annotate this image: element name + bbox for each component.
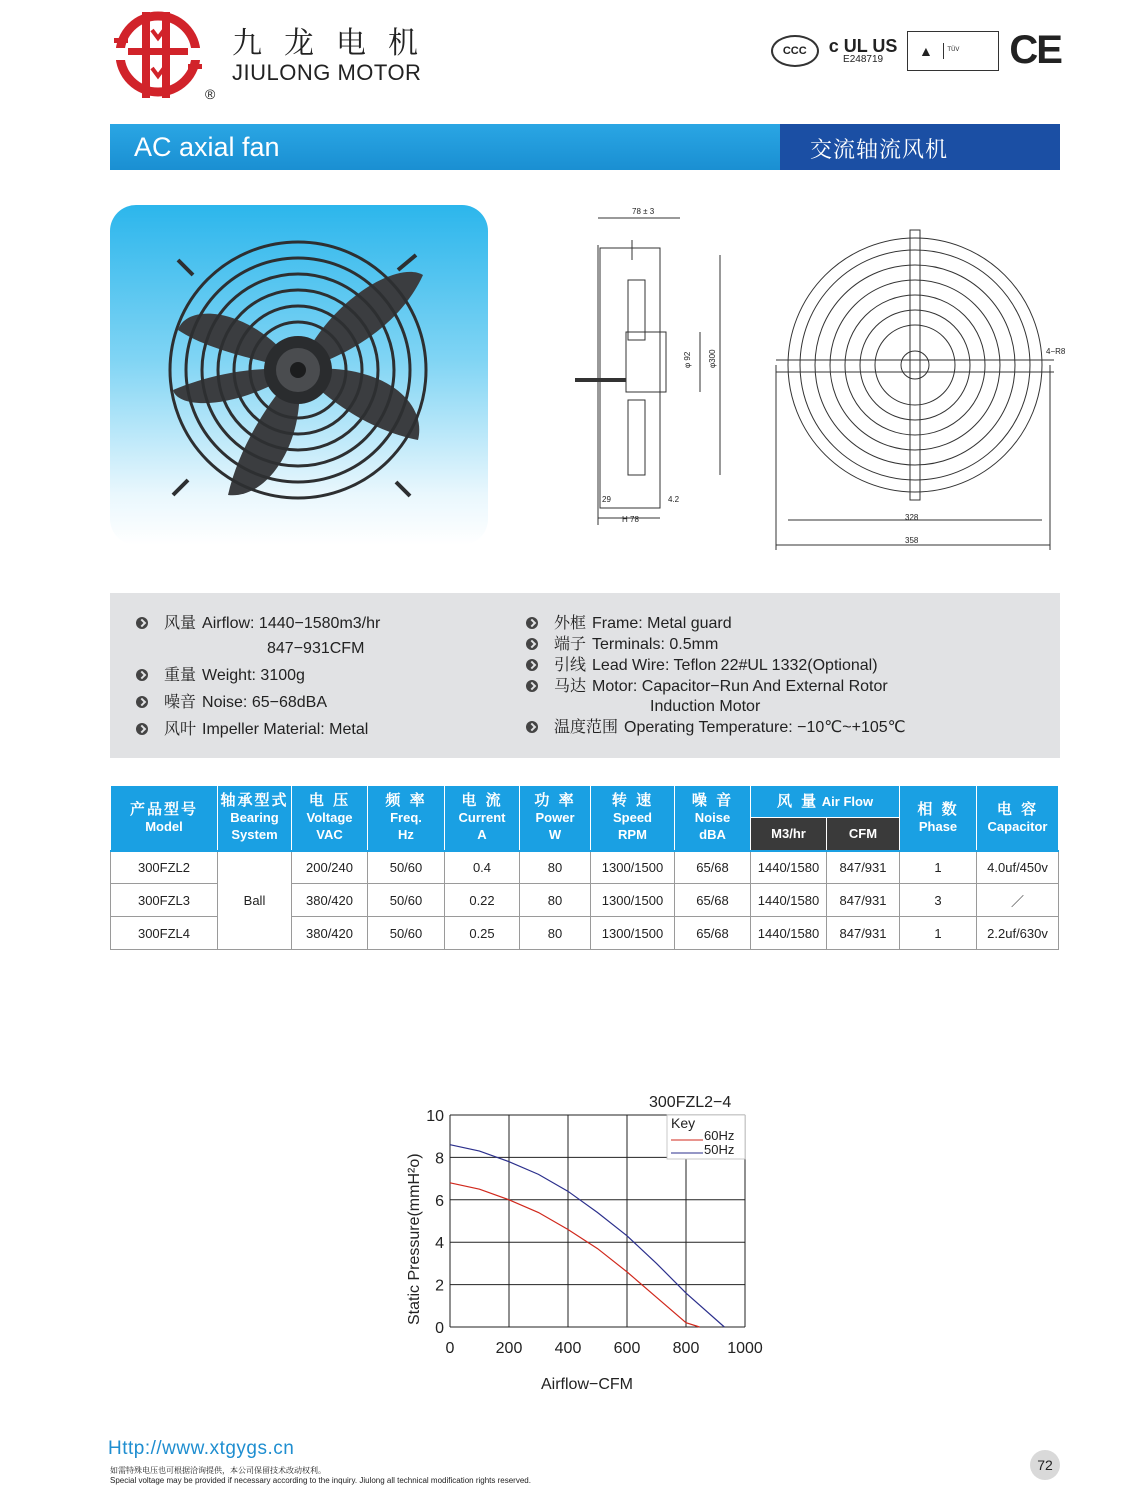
series-line-50hz <box>450 1145 724 1327</box>
spec-panel <box>110 593 1060 758</box>
cell-current: 0.22 <box>445 884 520 917</box>
header-m3hr: M3/hr <box>751 818 827 851</box>
ul-mark-icon: c UL US E248719 <box>828 35 898 65</box>
arrow-bullet-icon <box>526 617 538 629</box>
cell-speed: 1300/1500 <box>591 884 675 917</box>
header-cfm: CFM <box>827 818 900 851</box>
cell-noise: 65/68 <box>675 884 751 917</box>
page-number: 72 <box>1030 1450 1060 1480</box>
cell-model: 300FZL4 <box>111 917 218 950</box>
dim-phi-inner: φ 92 <box>683 351 692 368</box>
footnote-cn: 如需特殊电压也可根据洽询提供，本公司保留技术改动权利。 <box>110 1466 326 1475</box>
cell-power: 80 <box>520 917 591 950</box>
dimension-drawing <box>570 200 1070 555</box>
spec-column-left <box>110 613 380 740</box>
arrow-bullet-icon <box>526 659 538 671</box>
arrow-bullet-icon <box>136 696 148 708</box>
arrow-bullet-icon <box>526 680 538 692</box>
chart-series <box>450 1145 724 1327</box>
y-axis-label: Static Pressure(mmH²o) <box>406 1153 423 1325</box>
performance-chart <box>395 1085 785 1400</box>
title-en: AC axial fan <box>134 132 280 162</box>
cell-cfm: 847/931 <box>827 884 900 917</box>
cell-capacitor: 2.2uf/630v <box>977 917 1059 950</box>
header-speed: 转 速 Speed RPM <box>591 786 675 851</box>
spec-terminals: 端子 Terminals: 0.5mm <box>500 634 906 655</box>
arrow-bullet-icon <box>526 721 538 733</box>
arrow-bullet-icon <box>136 723 148 735</box>
cell-cfm: 847/931 <box>827 851 900 884</box>
x-tick-label: 200 <box>495 1340 523 1357</box>
footnote-en: Special voltage may be provided if necessary according to the inquiry. Jiulong all technical modification rights reserved. <box>110 1476 531 1485</box>
ul-number: E248719 <box>843 53 884 65</box>
spec-airflow: 风量 Airflow: 1440−1580m3/hr <box>110 613 380 634</box>
cell-capacitor: 4.0uf/450v <box>977 851 1059 884</box>
cell-model: 300FZL2 <box>111 851 218 884</box>
dim-h78: H 78 <box>622 515 639 524</box>
chart-legend <box>667 1115 745 1159</box>
cell-freq: 50/60 <box>368 884 445 917</box>
header-phase: 相 数 Phase <box>900 786 977 851</box>
spec-temperature: 温度范围 Operating Temperature: −10℃~+105℃ <box>500 717 906 738</box>
legend-label-60hz: 60Hz <box>704 1128 735 1143</box>
cell-phase: 1 <box>900 851 977 884</box>
header-model: 产品型号 Model <box>111 786 218 851</box>
spec-table <box>110 785 1059 950</box>
ccc-mark-icon: CCC <box>771 35 819 67</box>
dim-29: 29 <box>602 495 611 504</box>
spec-motor-cont: Induction Motor <box>650 698 761 715</box>
fan-image <box>110 205 488 545</box>
dim-328: 328 <box>905 513 919 522</box>
header-power: 功 率 Power W <box>520 786 591 851</box>
tuv-mark-icon: ▲ TÜV <box>907 31 999 71</box>
cell-m3hr: 1440/1580 <box>751 884 827 917</box>
cell-m3hr: 1440/1580 <box>751 851 827 884</box>
x-tick-label: 0 <box>445 1340 455 1357</box>
spec-weight: 重量 Weight: 3100g <box>110 665 380 686</box>
brand-name-en: JIULONG MOTOR <box>232 60 422 85</box>
cell-cfm: 847/931 <box>827 917 900 950</box>
arrow-bullet-icon <box>136 617 148 629</box>
header-freq: 频 率 Freq. Hz <box>368 786 445 851</box>
table-row <box>111 851 1059 884</box>
cell-voltage: 380/420 <box>292 917 368 950</box>
arrow-bullet-icon <box>136 669 148 681</box>
header-voltage: 电 压 Voltage VAC <box>292 786 368 851</box>
x-tick-label: 600 <box>613 1340 641 1357</box>
cell-voltage: 200/240 <box>292 851 368 884</box>
product-photo <box>110 205 488 545</box>
y-tick-label: 6 <box>435 1192 444 1210</box>
cell-noise: 65/68 <box>675 917 751 950</box>
spec-impeller: 风叶 Impeller Material: Metal <box>110 719 380 740</box>
dim-42: 4.2 <box>668 495 680 504</box>
cell-phase: 1 <box>900 917 977 950</box>
title-cn-box <box>780 124 1060 170</box>
chart-title: 300FZL2−4 <box>649 1094 732 1111</box>
ce-mark-icon: CE <box>1009 28 1061 72</box>
y-tick-label: 0 <box>435 1320 444 1337</box>
cell-bearing: Ball <box>218 851 292 950</box>
cell-m3hr: 1440/1580 <box>751 917 827 950</box>
cell-model: 300FZL3 <box>111 884 218 917</box>
x-tick-label: 1000 <box>727 1340 763 1357</box>
y-tick-label: 2 <box>435 1277 444 1295</box>
dim-phi-outer: φ300 <box>708 349 717 368</box>
header-capacitor: 电 容 Capacitor <box>977 786 1059 851</box>
cell-voltage: 380/420 <box>292 884 368 917</box>
header-current: 电 流 Current A <box>445 786 520 851</box>
cell-power: 80 <box>520 851 591 884</box>
header-airflow: 风 量 Air Flow <box>751 786 900 818</box>
brand-logo <box>108 8 208 100</box>
title-bar <box>110 124 1060 170</box>
arrow-bullet-icon <box>526 638 538 650</box>
cell-freq: 50/60 <box>368 851 445 884</box>
header-noise: 噪 音 Noise dBA <box>675 786 751 851</box>
dim-depth: 78 ± 3 <box>632 207 655 216</box>
y-tick-label: 10 <box>426 1108 444 1125</box>
title-cn: 交流轴流风机 <box>810 138 949 163</box>
brand-name-cn: 九龙电机 <box>232 26 440 61</box>
cell-current: 0.4 <box>445 851 520 884</box>
cell-freq: 50/60 <box>368 917 445 950</box>
cell-capacitor: ／ <box>977 884 1059 917</box>
certification-marks <box>771 28 1061 73</box>
dim-358: 358 <box>905 536 919 545</box>
legend-title: Key <box>671 1115 696 1131</box>
cell-speed: 1300/1500 <box>591 851 675 884</box>
spec-airflow-cfm: 847−931CFM <box>267 640 365 657</box>
spec-motor: 马达 Motor: Capacitor−Run And External Rotor <box>500 676 906 697</box>
header-bearing: 轴承型式 Bearing System <box>218 786 292 851</box>
legend-label-50hz: 50Hz <box>704 1142 735 1157</box>
x-axis-label: Airflow−CFM <box>541 1376 634 1393</box>
y-tick-label: 4 <box>435 1235 444 1253</box>
x-tick-label: 400 <box>554 1340 582 1357</box>
cell-speed: 1300/1500 <box>591 917 675 950</box>
series-line-60hz <box>450 1183 700 1327</box>
spec-noise: 噪音 Noise: 65−68dBA <box>110 692 380 713</box>
spec-lead-wire: 引线 Lead Wire: Teflon 22#UL 1332(Optional) <box>500 655 906 676</box>
cell-current: 0.25 <box>445 917 520 950</box>
y-tick-label: 8 <box>435 1150 444 1168</box>
dim-holes: 4−R8 <box>1046 347 1066 356</box>
spec-column-right <box>500 613 906 738</box>
registered-mark: ® <box>205 86 216 102</box>
cell-phase: 3 <box>900 884 977 917</box>
spec-frame: 外框 Frame: Metal guard <box>500 613 906 634</box>
x-tick-label: 800 <box>672 1340 700 1357</box>
cell-noise: 65/68 <box>675 851 751 884</box>
cell-power: 80 <box>520 884 591 917</box>
website-link[interactable]: Http://www.xtgygs.cn <box>108 1438 295 1459</box>
